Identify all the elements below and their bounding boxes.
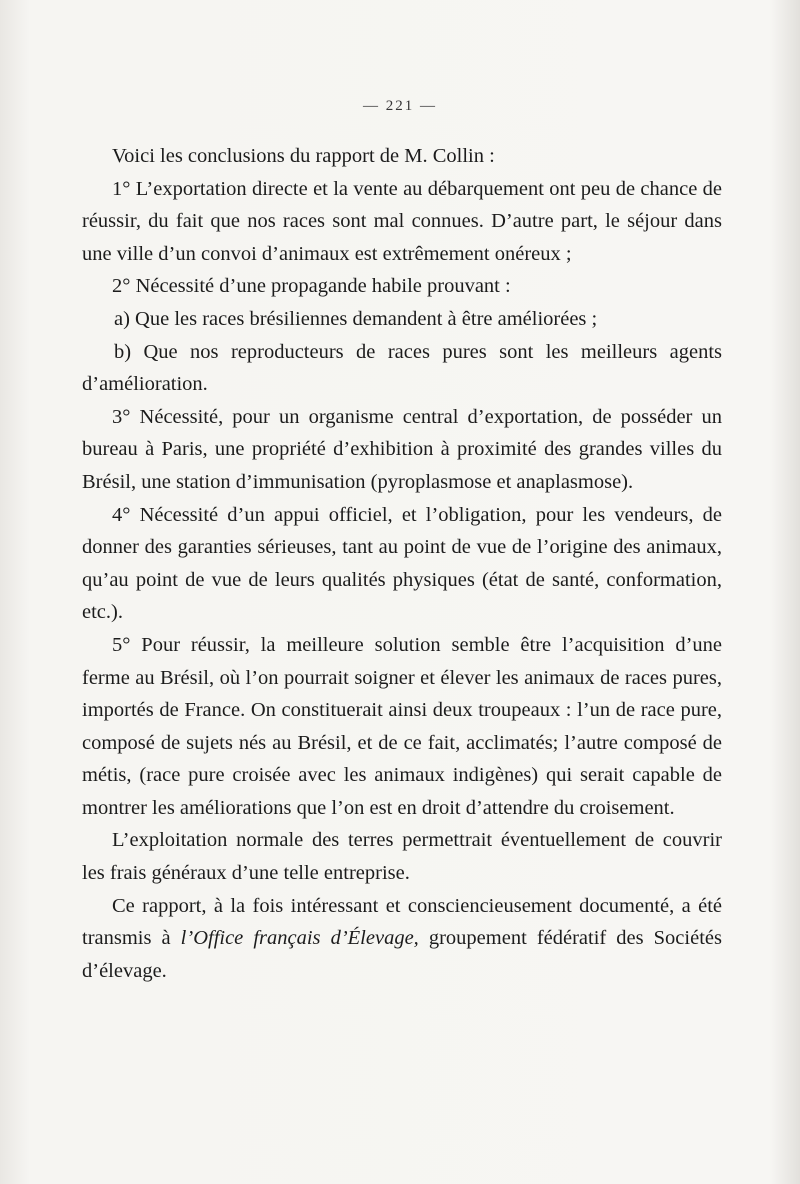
paragraph-1: 1° L’exportation directe et la vente au débarquement ont peu de chance de réussir, du fait que nos races sont mal connues. D’autre part, le séjour dans une ville d’un convoi d’animaux est extrêmement onéreux ; xyxy=(82,177,722,265)
paragraph-7-end: groupement fédératif des Sociétés d’élevage. xyxy=(82,927,722,982)
page-number: — 221 — xyxy=(363,98,437,114)
paragraph-7-start: Ce rapport, à la fois intéressant et consciencieusement documenté, a été transmis à xyxy=(82,894,722,950)
paragraph-7 xyxy=(82,890,722,988)
body-text xyxy=(82,140,722,987)
paragraph-2: 2° Nécessité d’une propagande habile prouvant : xyxy=(112,275,511,298)
paragraph-2a: a) Que les races brésiliennes demandent à être améliorées ; xyxy=(114,307,598,330)
paragraph-6: L’exploitation normale des terres permettrait éventuellement de couvrir les frais généraux d’une telle entreprise. xyxy=(82,829,722,885)
paragraph-7-italic: l’Office français d’Élevage, xyxy=(180,927,419,950)
paragraph-intro: Voici les conclusions du rapport de M. Collin : xyxy=(112,145,495,167)
paragraph-3: 3° Nécessité, pour un organisme central d’exportation, de posséder un bureau à Paris, une propriété d’exhibition à proximité des grandes villes du Brésil, une station d’immunisation (pyroplasmose et anaplasmose). xyxy=(82,405,722,493)
paragraph-2b: b) Que nos reproducteurs de races pures sont les meilleurs agents d’amélioration. xyxy=(82,340,722,396)
paragraph-5: 5° Pour réussir, la meilleure solution semble être l’acquisition d’une ferme au Brésil, où l’on pourrait soigner et élever les animaux de races pures, importés de France. On constituerait ainsi deux troupeaux : l’un de race pure, composé de sujets nés au Brésil, et de ce fait, acclimatés; l’autre composé de métis, (race pure croisée avec les animaux indigènes) qui serait capable de montrer les améliorations que l’on est en droit d’attendre du croisement. xyxy=(82,633,722,819)
paragraph-4: 4° Nécessité d’un appui officiel, et l’obligation, pour les vendeurs, de donner des garanties sérieuses, tant au point de vue de l’origine des animaux, qu’au point de vue de leurs qualités physiques (état de santé, conformation, etc.). xyxy=(82,503,722,624)
